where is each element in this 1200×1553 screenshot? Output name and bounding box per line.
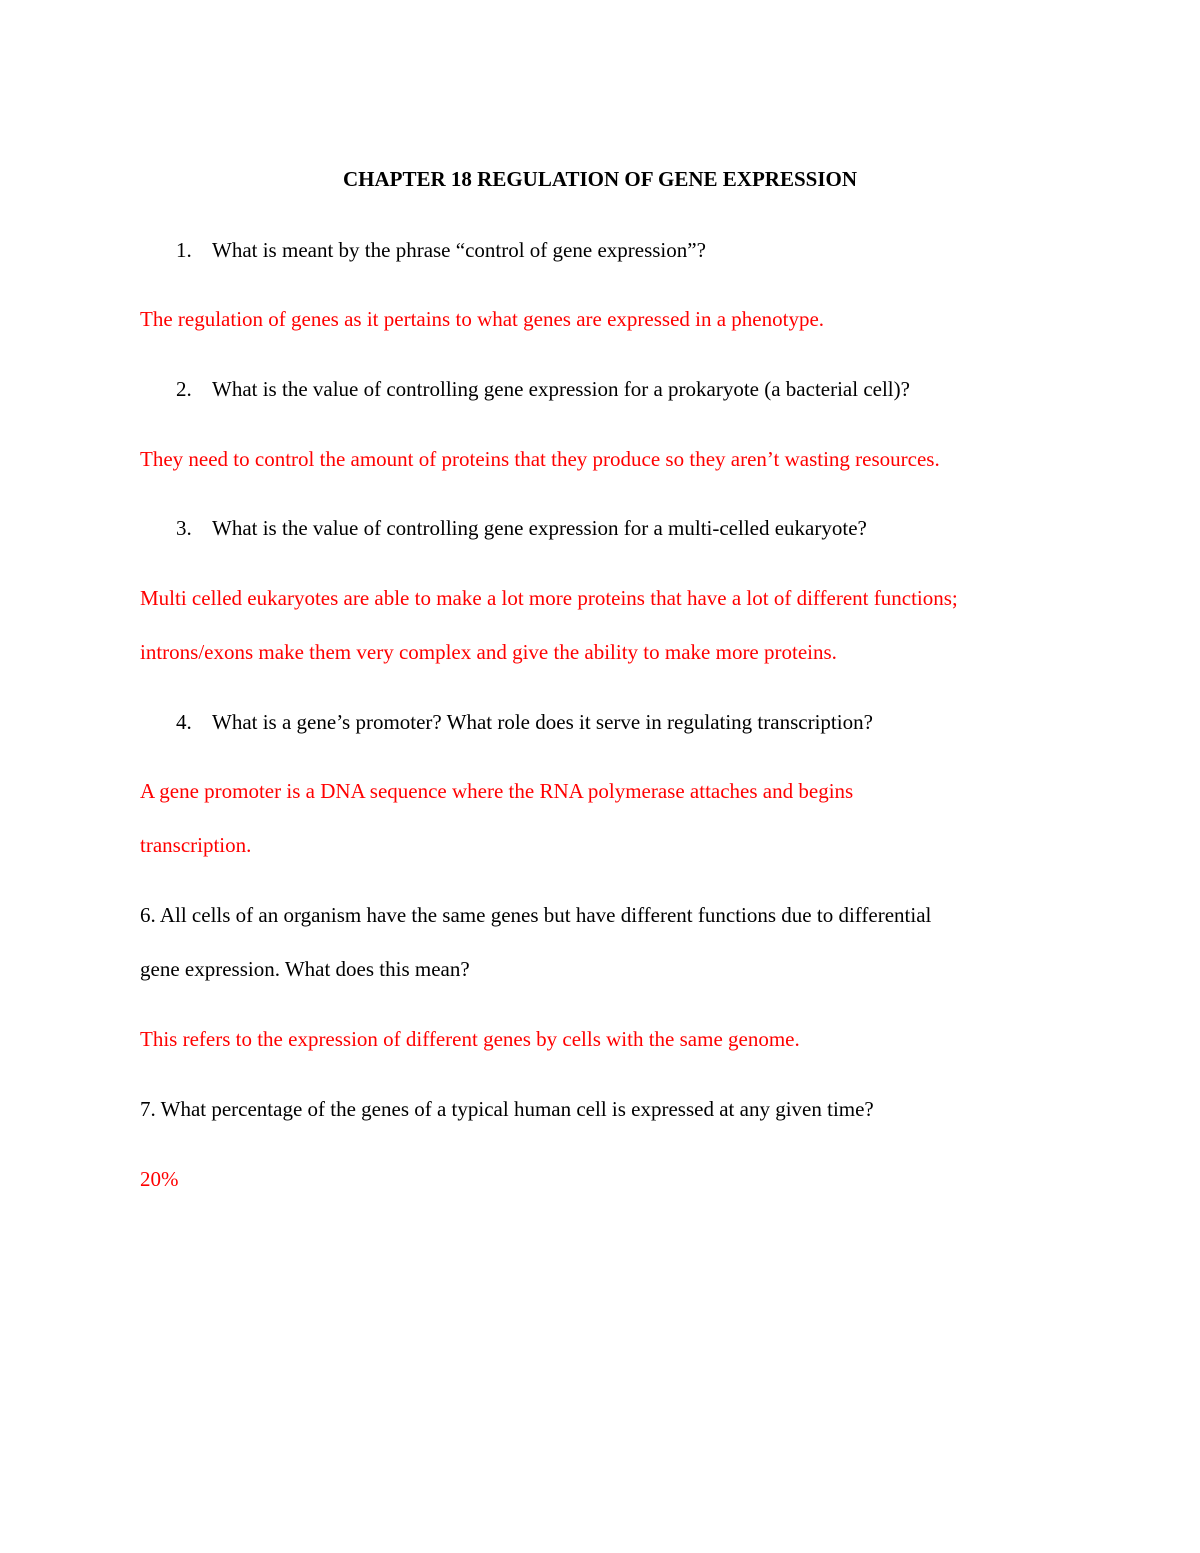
answer-2: They need to control the amount of proteins that they produce so they aren’t wasting resources. [140, 447, 940, 471]
question-6-line-2: gene expression. What does this mean? [140, 957, 470, 981]
page-title: CHAPTER 18 REGULATION OF GENE EXPRESSION [343, 167, 857, 191]
question-number: 2. [176, 377, 192, 401]
question-text: What is meant by the phrase “control of gene expression”? [212, 238, 706, 262]
question-text: What is a gene’s promoter? What role does it serve in regulating transcription? [212, 710, 873, 734]
answer-4-line-2: transcription. [140, 833, 252, 857]
question-number: 1. [176, 238, 192, 262]
answer-1: The regulation of genes as it pertains to what genes are expressed in a phenotype. [140, 307, 825, 331]
question-6-line-1: 6. All cells of an organism have the same genes but have different functions due to differential [140, 903, 932, 927]
answer-7: 20% [140, 1167, 179, 1191]
answer-6: This refers to the expression of different genes by cells with the same genome. [140, 1027, 800, 1051]
answer-4-line-1: A gene promoter is a DNA sequence where the RNA polymerase attaches and begins [140, 779, 854, 803]
answer-3-line-2: introns/exons make them very complex and give the ability to make more proteins. [140, 640, 837, 664]
question-7: 7. What percentage of the genes of a typical human cell is expressed at any given time? [140, 1097, 874, 1121]
answer-3-line-1: Multi celled eukaryotes are able to make a lot more proteins that have a lot of different functions; [140, 586, 958, 610]
question-text: What is the value of controlling gene expression for a prokaryote (a bacterial cell)? [212, 377, 910, 401]
question-number: 4. [176, 710, 192, 734]
question-number: 3. [176, 516, 192, 540]
question-text: What is the value of controlling gene expression for a multi-celled eukaryote? [212, 516, 867, 540]
